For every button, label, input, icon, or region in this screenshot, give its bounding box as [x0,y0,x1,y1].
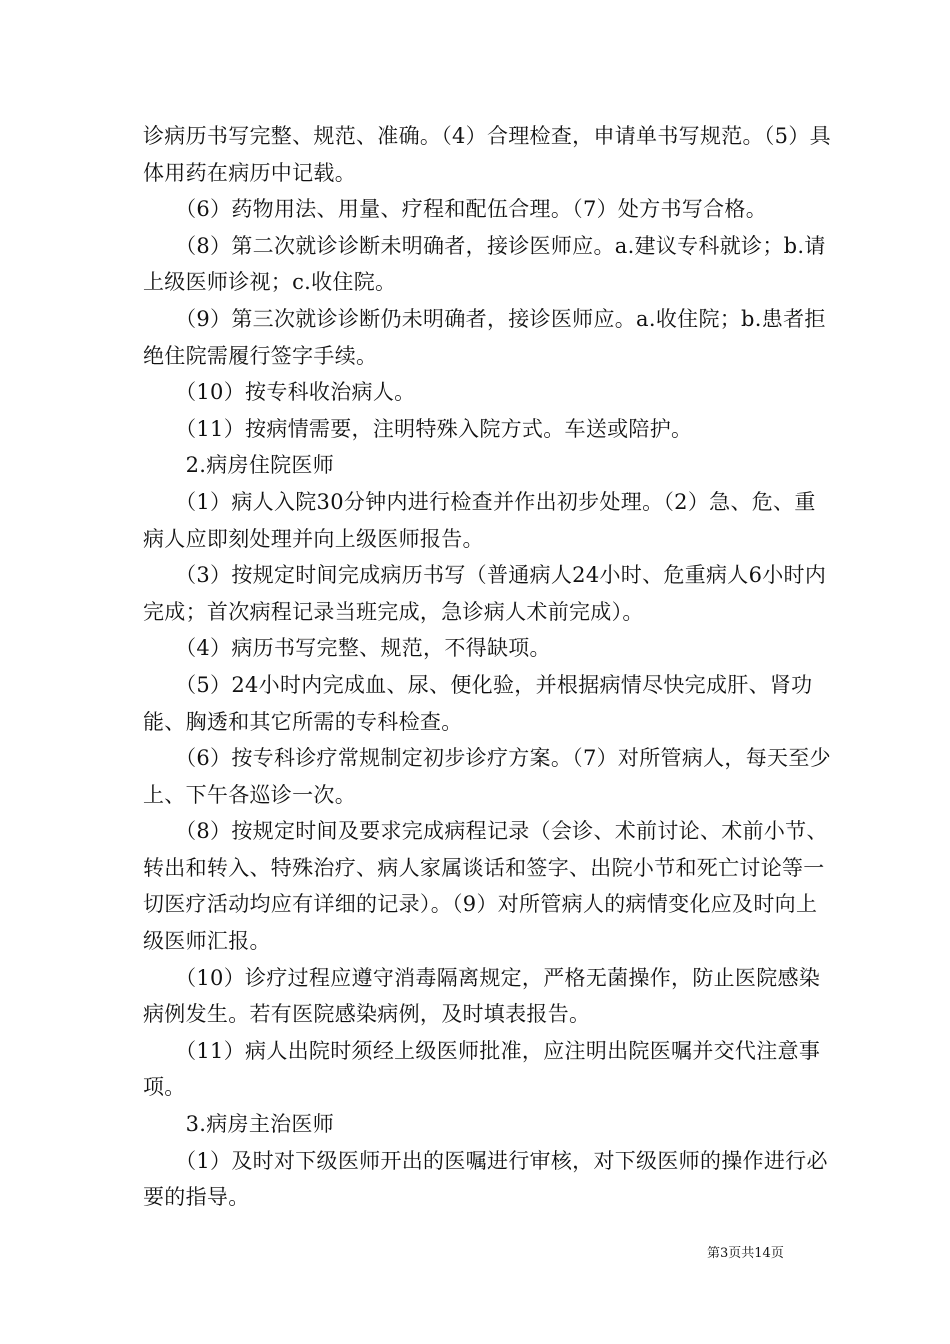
paragraph-3: （8）第二次就诊诊断未明确者，接诊医师应。a.建议专科就诊；b.请上级医师诊视；c.收住院。 [143,233,826,295]
paragraph-2: （6）药物用法、用量、疗程和配伍合理。（7）处方书写合格。 [143,197,768,222]
paragraph-13: （8）按规定时间及要求完成病程记录（会诊、术前讨论、术前小节、转出和转入、特殊治疗、病人家属谈话和签字、出院小节和死亡讨论等一切医疗活动均应有详细的记录）。（9）对所管病人的病情变化应及时向上级医师汇报。 [143,819,828,954]
section-heading-ward-resident: 2.病房住院医师 [143,453,335,478]
paragraph-10: （4）病历书写完整、规范，不得缺项。 [143,636,551,661]
paragraph-14: （10）诊疗过程应遵守消毒隔离规定，严格无菌操作，防止医院感染病例发生。若有医院感染病例，及时填表报告。 [143,965,821,1027]
paragraph-8: （1）病人入院30分钟内进行检查并作出初步处理。（2）急、危、重病人应即刻处理并向上级医师报告。 [143,489,816,551]
section-heading-attending: 3.病房主治医师 [143,1112,335,1137]
body-text [143,118,833,1216]
paragraph-15: （11）病人出院时须经上级医师批准，应注明出院医嘱并交代注意事项。 [143,1038,821,1100]
paragraph-12: （6）按专科诊疗常规制定初步诊疗方案。（7）对所管病人，每天至少上、下午各巡诊一次。 [143,746,831,807]
paragraph-11: （5）24小时内完成血、尿、便化验，并根据病情尽快完成肝、肾功能、胸透和其它所需的专科检查。 [143,672,813,734]
paragraph-1: 诊病历书写完整、规范、准确。（4）合理检查，申请单书写规范。（5）具体用药在病历中记载。 [143,124,831,185]
paragraph-6: （11）按病情需要，注明特殊入院方式。车送或陪护。 [143,416,693,441]
paragraph-4: （9）第三次就诊诊断仍未明确者，接诊医师应。a.收住院；b.患者拒绝住院需履行签字手续。 [143,306,826,368]
paragraph-5: （10）按专科收治病人。 [143,380,416,405]
paragraph-9: （3）按规定时间完成病历书写（普通病人24小时、危重病人6小时内完成；首次病程记录当班完成，急诊病人术前完成）。 [143,563,827,624]
page-number-footer: 第3页共14页 [707,1246,784,1261]
paragraph-17: （1）及时对下级医师开出的医嘱进行审核，对下级医师的操作进行必要的指导。 [143,1148,828,1210]
